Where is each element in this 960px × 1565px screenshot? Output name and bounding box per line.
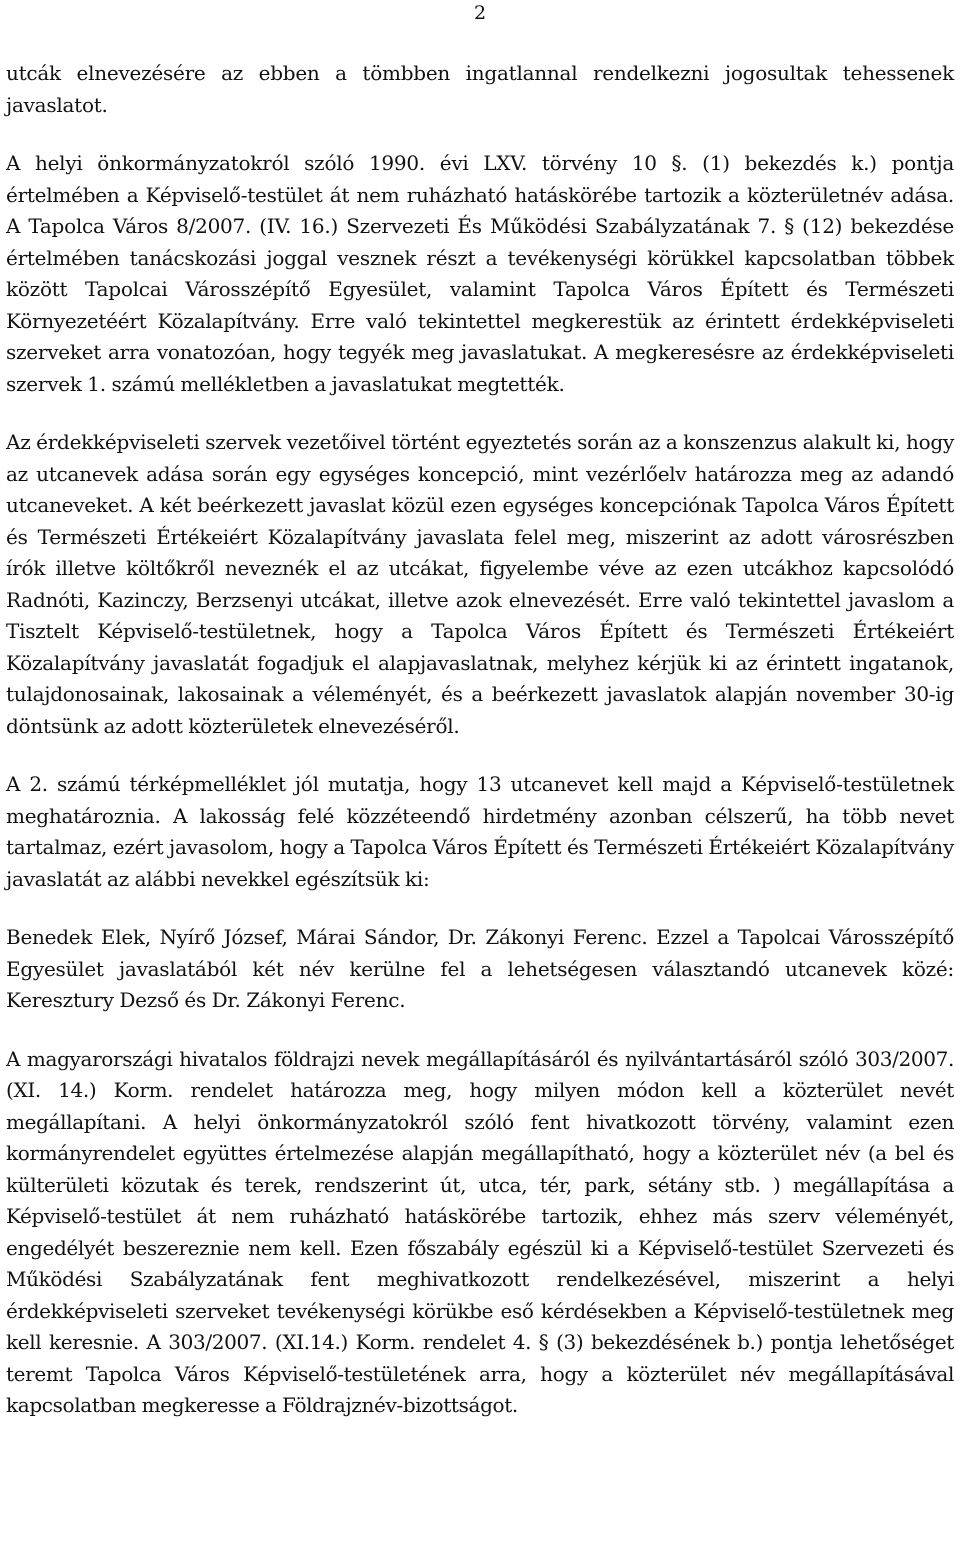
paragraph-consensus: Az érdekképviseleti szervek vezetőivel történt egyeztetés során az a konszenzus alakult ki, hogy az utcanevek adása során egy egységes koncepció, mint vezérlőelv határozza meg az adandó utcaneveket. A két beérkezett javaslat közül ezen egységes koncepciónak Tapolca Város Épített és Természeti Értékeiért Közalapítvány javaslata felel meg, miszerint az adott városrészben írók illetve költőkről neveznék el az utcákat, figyelembe véve az ezen utcákhoz kapcsolódó Radnóti, Kazinczy, Berzsenyi utcákat, illetve azok elnevezését. Erre való tekintettel javaslom a Tisztelt Képviselő-testületnek, hogy a Tapolca Város Épített és Természeti Értékeiért Közalapítvány javaslatát fogadjuk el alapjavaslatnak, melyhez kérjük ki az érintett ingatanok, tulajdonosainak, lakosainak a véleményét, és a beérkezett javaslatok alapján november 30-ig döntsünk az adott közterületek elnevezéséről. — [6, 430, 954, 738]
paragraph-legal-basis: A helyi önkormányzatokról szóló 1990. évi LXV. törvény 10 §. (1) bekezdés k.) pontja értelmében a Képviselő-testület át nem ruházható hatáskörébe tartozik a közterületnév adása. A Tapolca Város 8/2007. (IV. 16.) Szervezeti És Működési Szabályzatának 7. § (12) bekezdése értelmében tanácskozási joggal vesznek részt a tevékenységi körükkel kapcsolatban többek között Tapolcai Városszépítő Egyesület, valamint Tapolca Város Épített és Természeti Környezetéért Közalapítvány. Erre való tekintettel megkerestük az érintett érdekképviseleti szerveket arra vonatozóan, hogy tegyék meg javaslatukat. A megkeresésre az érdekképviseleti szervek 1. számú mellékletben a javaslatukat megtették. — [6, 151, 954, 396]
document-body — [6, 58, 954, 1449]
page-number: 2 — [474, 2, 487, 24]
paragraph-government-decree: A magyarországi hivatalos földrajzi nevek megállapításáról és nyilvántartásáról szóló 303/2007. (XI. 14.) Korm. rendelet határozza meg, hogy milyen módon kell a közterület nevét megállapítani. A helyi önkormányzatokról szóló fent hivatkozott törvény, valamint ezen kormányrendelet együttes értelmezése alapján megállapítható, hogy a közterület név (a bel és külterületi közutak és terek, rendszerint út, utca, tér, park, sétány stb. ) megállapítása a Képviselő-testület át nem ruházható hatáskörébe tartozik, ehhez más szerv véleményét, engedélyét beszereznie nem kell. Ezen főszabály egészül ki a Képviselő-testület Szervezeti és Működési Szabályzatának fent meghivatkozott rendelkezésével, miszerint a helyi érdekképviseleti szerveket tevékenységi körükbe eső kérdésekben a Képviselő-testületnek meg kell keresnie. A 303/2007. (XI.14.) Korm. rendelet 4. § (3) bekezdésének b.) pontja lehetőséget teremt Tapolca Város Képviselő-testületének arra, hogy a közterület név megállapításával kapcsolatban megkeresse a Földrajznév-bizottságot. — [6, 1046, 954, 1417]
paragraph-map-appendix: A 2. számú térképmelléklet jól mutatja, hogy 13 utcanevet kell majd a Képviselő-testületnek meghatároznia. A lakosság felé közzéteendő hirdetmény azonban célszerű, ha több nevet tartalmaz, ezért javasolom, hogy a Tapolca Város Épített és Természeti Értékeiért Közalapítvány javaslatát az alábbi nevekkel egészítsük ki: — [6, 772, 954, 891]
paragraph-proposed-names: Benedek Elek, Nyírő József, Márai Sándor, Dr. Zákonyi Ferenc. Ezzel a Tapolcai Városszépítő Egyesület javaslatából két név kerülne fel a lehetségesen választandó utcanevek közé: Keresztury Dezső és Dr. Zákonyi Ferenc. — [6, 925, 954, 1012]
paragraph-intro-continuation: utcák elnevezésére az ebben a tömbben ingatlannal rendelkezni jogosultak tehessenek javaslatot. — [6, 61, 954, 117]
